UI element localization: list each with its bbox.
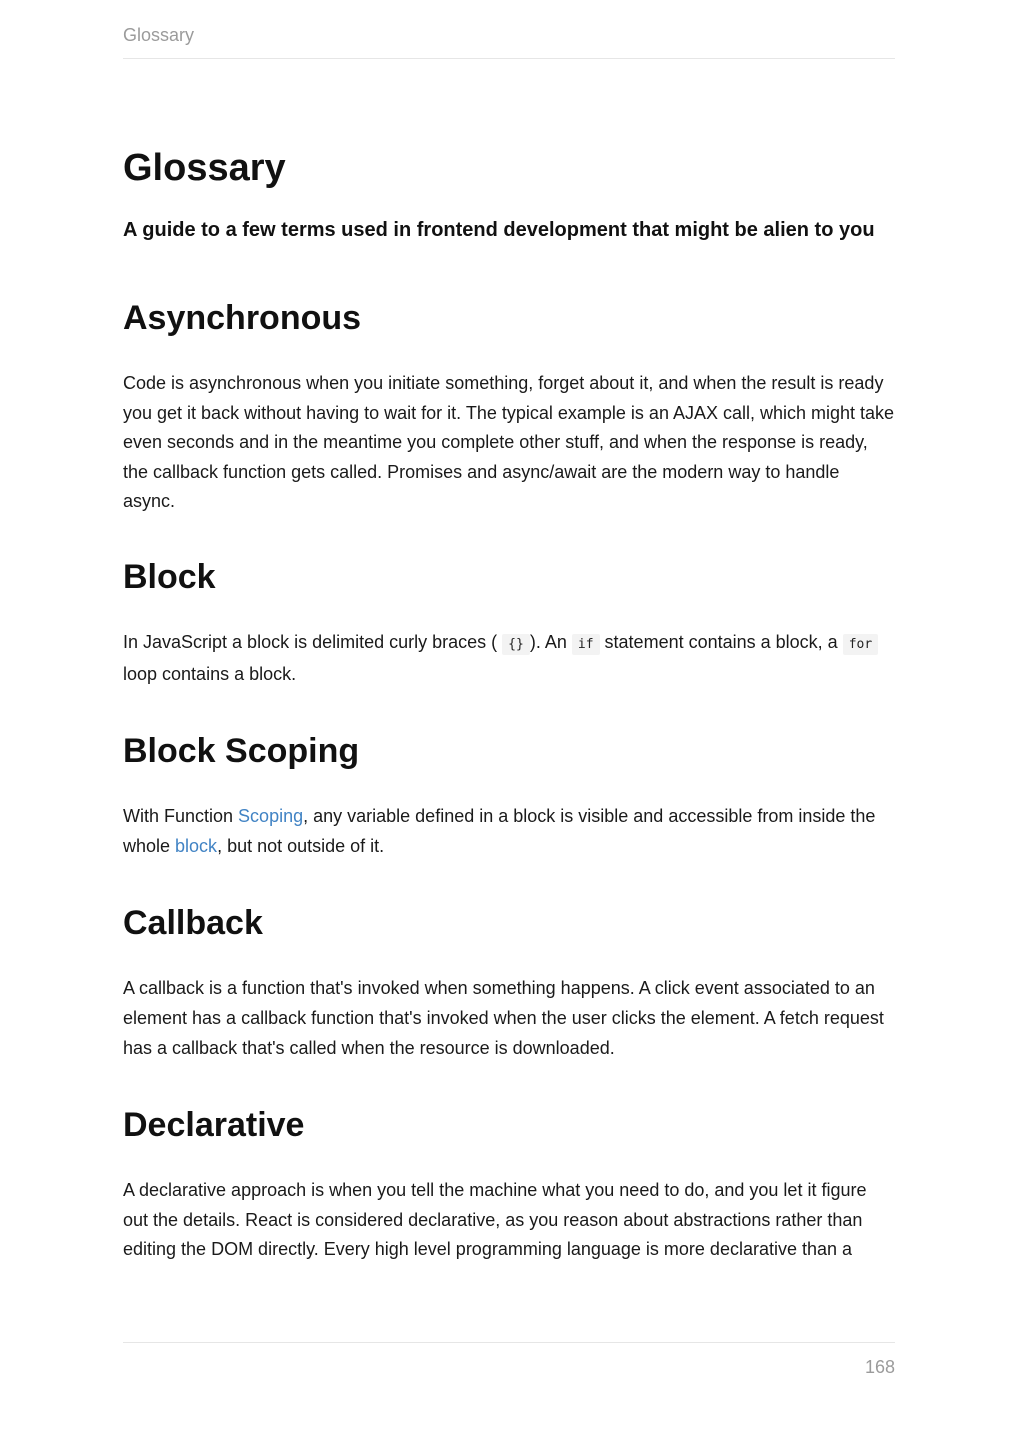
term-heading-block: Block [123,557,216,596]
page-content [123,144,895,1265]
term-heading-asynchronous: Asynchronous [123,299,362,337]
inline-code-for: for [843,634,878,655]
page-number: 168 [864,1357,895,1377]
definition-text: , any variable defined in a block is visible and accessible from inside the whole [123,806,876,856]
page-subtitle: A guide to a few terms used in frontend development that might be alien to you [123,219,875,241]
term-definition-block-scoping [123,802,895,861]
header-divider [123,58,895,59]
term-definition-callback: A callback is a function that's invoked when something happens. A click event associated to an element has a callback function that's invoked when the user clicks the element. A fetch request has a callback that's called when the resource is downloaded. [123,978,884,1058]
term-definition-declarative: A declarative approach is when you tell the machine what you need to do, and you let it figure out the details. React is considered declarative, as you reason about abstractions rather than editing the DOM directly. Every high level programming language is more declarative than a [123,1180,867,1260]
running-header: Glossary [123,25,195,45]
definition-text: , but not outside of it. [217,835,385,856]
page-title: Glossary [123,147,286,189]
definition-text: statement contains a block, a [604,631,838,652]
term-heading-callback: Callback [123,904,263,943]
term-heading-block-scoping: Block Scoping [123,732,360,771]
definition-text: ). An [529,631,567,652]
inline-code-if: if [572,634,600,655]
scoping-link[interactable]: Scoping [238,806,304,827]
block-link[interactable]: block [175,835,218,856]
term-heading-declarative: Declarative [123,1106,305,1145]
definition-text: loop contains a block. [123,663,297,684]
term-definition-asynchronous: Code is asynchronous when you initiate something, forget about it, and when the result is ready you get it back without having to wait for it. The typical example is an AJAX call, which might take even seconds and in the meantime you complete other stuff, and when the response is ready, the callback function gets called. Promises and async/await are the modern way to handle async. [123,373,895,512]
definition-text: In JavaScript a block is delimited curly braces ( [123,631,498,652]
term-definition-block [123,628,895,689]
footer-divider [123,1342,895,1343]
inline-code-braces: {} [502,634,530,655]
definition-text: With Function [123,806,239,827]
